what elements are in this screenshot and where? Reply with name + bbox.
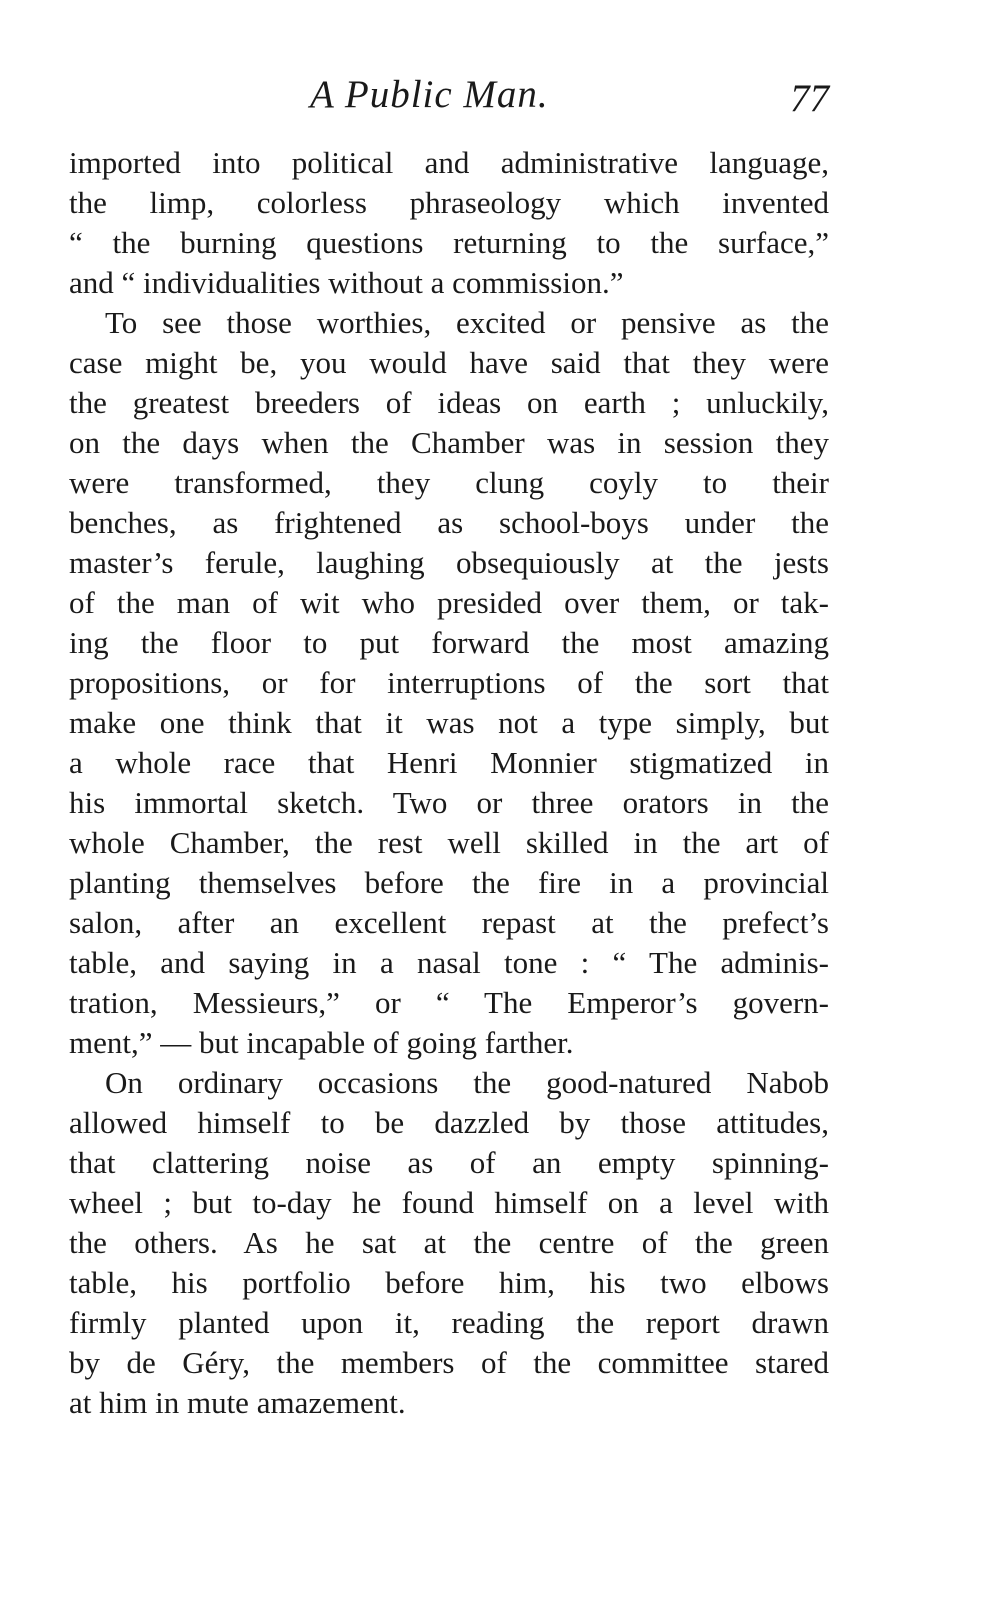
- text-line: master’s ferule, laughing obsequiously at the jests: [69, 545, 829, 580]
- text-line: ing the floor to put forward the most amazing: [69, 625, 829, 660]
- running-title: A Public Man.: [310, 73, 549, 116]
- text-line: the greatest breeders of ideas on earth ; unluckily,: [69, 385, 829, 420]
- text-line: whole Chamber, the rest well skilled in the art of: [69, 825, 829, 860]
- text-line: wheel ; but to-day he found himself on a level with: [69, 1185, 829, 1220]
- text-line: salon, after an excellent repast at the prefect’s: [69, 905, 829, 940]
- text-line: the others. As he sat at the centre of the green: [69, 1225, 829, 1260]
- text-line: of the man of wit who presided over them, or tak-: [69, 585, 829, 620]
- text-line: To see those worthies, excited or pensive as the: [105, 305, 829, 340]
- text-line: propositions, or for interruptions of the sort that: [69, 665, 829, 700]
- text-line: make one think that it was not a type simply, but: [69, 705, 829, 740]
- text-line: firmly planted upon it, reading the report drawn: [69, 1305, 829, 1340]
- text-line: on the days when the Chamber was in session they: [69, 425, 829, 460]
- text-line: tration, Messieurs,” or “ The Emperor’s govern-: [69, 985, 829, 1020]
- text-line: case might be, you would have said that they were: [69, 345, 829, 380]
- text-line: benches, as frightened as school-boys under the: [69, 505, 829, 540]
- text-line: that clattering noise as of an empty spinning-: [69, 1145, 829, 1180]
- text-line: his immortal sketch. Two or three orators in the: [69, 785, 829, 820]
- text-line: a whole race that Henri Monnier stigmatized in: [69, 745, 829, 780]
- text-line: ment,” — but incapable of going farther.: [69, 1025, 574, 1060]
- text-line: table, and saying in a nasal tone : “ The adminis-: [69, 945, 829, 980]
- text-line: and “ individualities without a commission.”: [69, 265, 624, 300]
- text-line: imported into political and administrative language,: [69, 145, 829, 180]
- body-text: [69, 143, 829, 1423]
- text-line: On ordinary occasions the good-natured Nabob: [105, 1065, 829, 1100]
- text-line: planting themselves before the fire in a provincial: [69, 865, 829, 900]
- text-line: were transformed, they clung coyly to their: [69, 465, 829, 500]
- page-number: 77: [790, 77, 829, 120]
- text-line: by de Géry, the members of the committee stared: [69, 1345, 829, 1380]
- text-line: table, his portfolio before him, his two elbows: [69, 1265, 829, 1300]
- text-line: at him in mute amazement.: [69, 1385, 406, 1420]
- text-line: allowed himself to be dazzled by those attitudes,: [69, 1105, 829, 1140]
- text-line: the limp, colorless phraseology which invented: [69, 185, 829, 220]
- text-line: “ the burning questions returning to the surface,”: [69, 225, 829, 260]
